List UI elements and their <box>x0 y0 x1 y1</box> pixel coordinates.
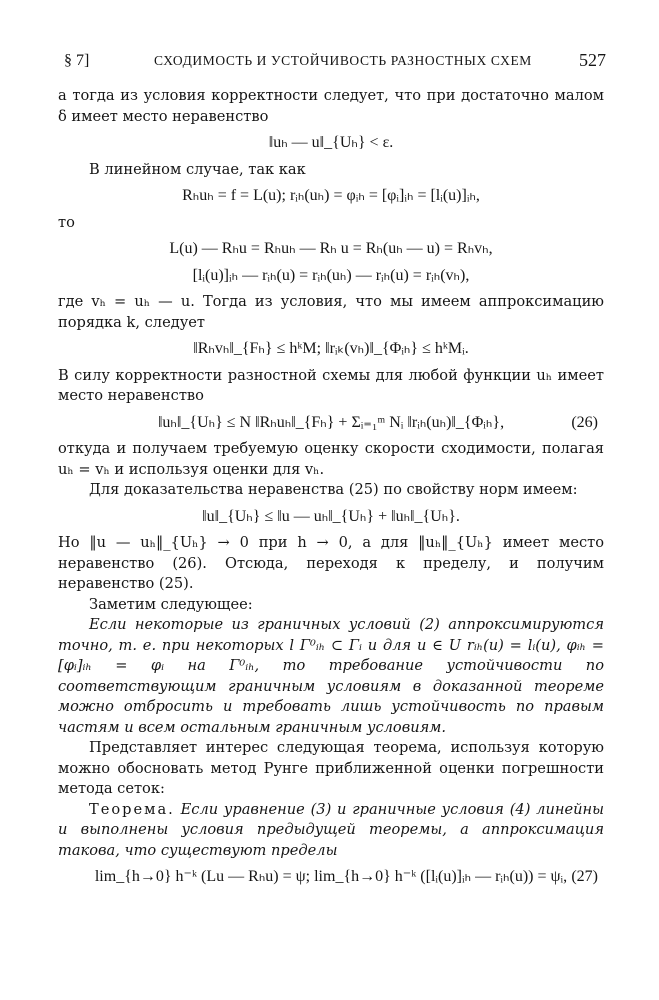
paragraph: а тогда из условия корректности следует, что при достаточно малом δ имеет место неравенство <box>58 87 604 125</box>
theorem-text: Если уравнение (3) и граничные условия (4) линейны и выполнены условия предыдущей теоремы, а аппроксимация такова, что существуют пределы <box>58 800 605 859</box>
equation: ‖u‖_{Uₕ} ≤ ‖u — uₕ‖_{Uₕ} + ‖uₕ‖_{Uₕ}. <box>202 507 460 525</box>
equation: ‖uₕ — u‖_{Uₕ} < ε. <box>268 134 394 151</box>
paragraph: Представляет интерес следующая теорема, используя которую можно обосновать метод Рунге приближенной оценки погрешности метода сеток: <box>58 739 604 797</box>
chapter-title: СХОДИМОСТЬ И УСТОЙЧИВОСТЬ РАЗНОСТНЫХ СХЕМ <box>154 53 532 68</box>
equation: lim_{h→0} h⁻ᵏ (Lu — Rₕu) = ψ; lim_{h→0} h⁻ᵏ ([lᵢ(u)]ᵢₕ — rᵢₕ(u)) = ψᵢ, <box>94 868 568 885</box>
paragraph: В силу корректности разностной схемы для любой функции uₕ имеет место неравенство <box>58 366 604 404</box>
paragraph: Для доказательства неравенства (25) по свойству норм имеем: <box>89 481 578 498</box>
page-body <box>58 86 604 894</box>
running-header <box>64 50 606 76</box>
paragraph: откуда и получаем требуемую оценку скорости сходимости, полагая uₕ = vₕ и используя оценки для vₕ. <box>58 440 604 478</box>
equation-number: (27) <box>571 868 598 885</box>
equation: Rₕuₕ = f = L(u); rᵢₕ(uₕ) = φᵢₕ = [φᵢ]ᵢₕ = [lᵢ(u)]ᵢₕ, <box>182 187 480 204</box>
equation: ‖uₕ‖_{Uₕ} ≤ N ‖Rₕuₕ‖_{Fₕ} + Σᵢ₌₁ᵐ Nᵢ ‖rᵢₕ(uₕ)‖_{Φᵢₕ}, <box>157 413 505 431</box>
theorem-paragraph <box>58 800 604 862</box>
equation: [lᵢ(u)]ᵢₕ — rᵢₕ(u) = rᵢₕ(uₕ) — rᵢₕ(u) = rᵢₕ(vₕ), <box>192 266 470 284</box>
equation-27 <box>58 867 604 888</box>
theorem-label: Теорема. <box>89 800 175 818</box>
paragraph: Заметим следующее: <box>89 595 253 613</box>
equation-26 <box>58 413 604 434</box>
paragraph: Но ‖u — uₕ‖_{Uₕ} → 0 при h → 0, а для ‖uₕ‖_{Uₕ} имеет место неравенство (26). Отсюда, переходя к пределу, и получим неравенство (25). <box>58 534 604 592</box>
paragraph: где vₕ = uₕ — u. Тогда из условия, что мы имеем аппроксимацию порядка k, следует <box>58 293 604 331</box>
paragraph: то <box>58 213 75 231</box>
equation: ‖Rₕvₕ‖_{Fₕ} ≤ hᵏM; ‖rᵢₖ(vₕ)‖_{Φᵢₕ} ≤ hᵏMᵢ. <box>193 340 469 357</box>
equation-number: (26) <box>571 413 598 431</box>
equation: L(u) — Rₕu = Rₕuₕ — Rₕ u = Rₕ(uₕ — u) = Rₕvₕ, <box>169 240 493 257</box>
section-mark: § 7] <box>64 52 90 69</box>
paragraph: В линейном случае, так как <box>89 160 306 178</box>
page-number: 527 <box>579 50 606 70</box>
paragraph-remark: Если некоторые из граничных условий (2) аппроксимируются точно, т. е. при некоторых l Γ⁰ᵢₕ ⊂ Γᵢ и для u ∈ U rᵢₕ(u) = lᵢ(u), φᵢₕ = [φᵢ]ᵢₕ = φᵢ на Γ⁰ᵢₕ, то требование устойчивости по соответствующим граничным условиям в доказанной теореме можно отбросить и требовать лишь устойчивость по правым частям и всем остальным граничным условиям. <box>58 616 604 736</box>
